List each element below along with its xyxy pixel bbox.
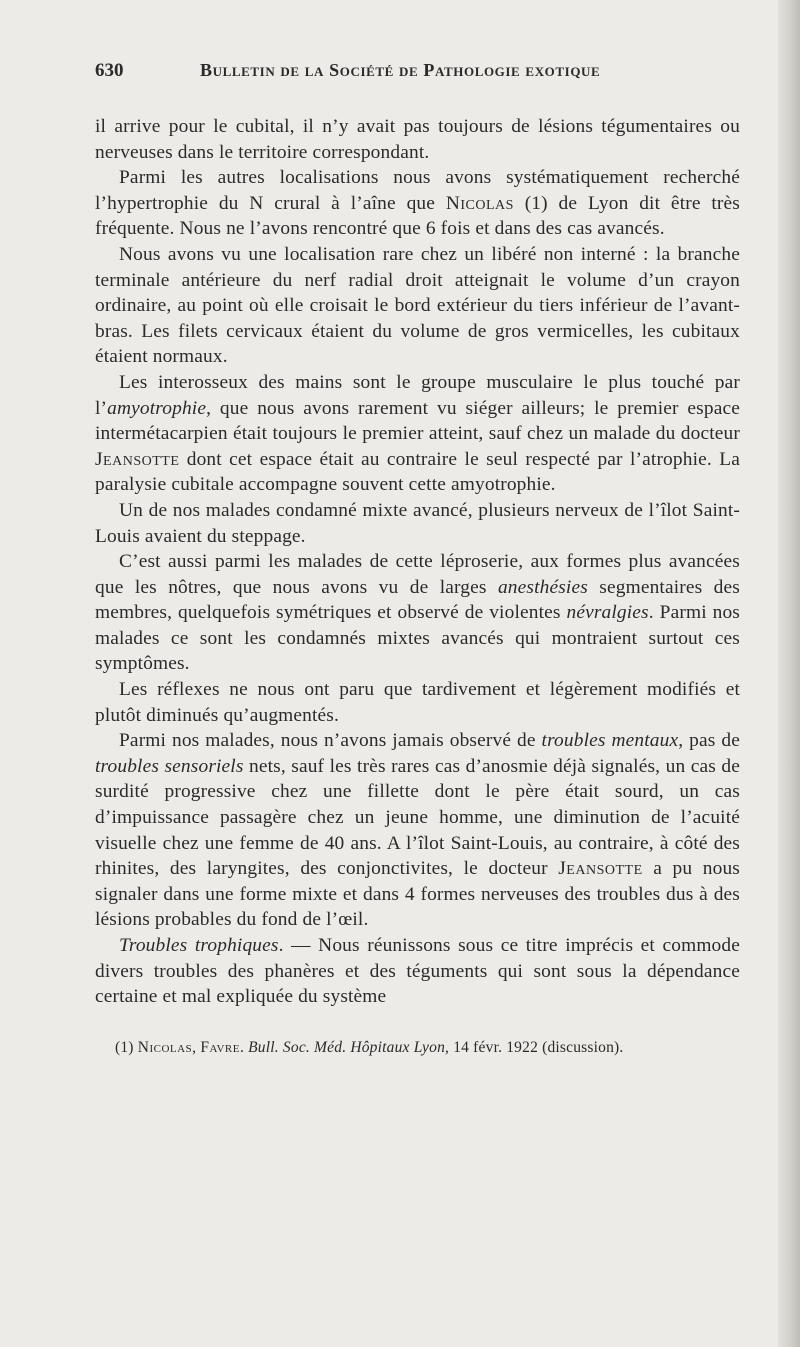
text-run: . — [239, 1038, 249, 1056]
paragraph — [95, 114, 740, 165]
author-name: Nicolas — [137, 1038, 193, 1056]
text-run: a pu nous signaler dans une forme mixte et dans 4 formes nerveuses des troubles dus à des lésions probables du fond de l’œil. — [95, 858, 740, 931]
author-name: Nicolas — [445, 192, 514, 214]
author-name: Jeansotte — [95, 448, 180, 470]
text-run: il arrive pour le cubital, il n’y avait pas toujours de lésions tégumentaires ou nerveuses dans le territoire correspondant. — [95, 116, 740, 163]
author-name: Favre — [200, 1038, 240, 1056]
page-number: 630 — [95, 60, 124, 81]
italic-text: névralgies — [566, 602, 649, 624]
paragraph — [95, 370, 740, 498]
text-run: segmentaires des membres, quelquefois symétriques et observé de violentes — [95, 576, 740, 624]
text-run: . Parmi nos malades ce sont les condamnés mixtes avancés qui montraient surtout ces symptômes. — [95, 602, 741, 675]
text-run: (1) de Lyon dit être très fréquente. Nous ne l’avons rencontré que 6 fois et dans des cas avancés. — [95, 192, 740, 240]
text-run: Un de nos malades condamné mixte avancé, plusieurs nerveux de l’îlot Saint-Louis avaient du steppage. — [95, 499, 740, 547]
text-run: , 14 févr. 1922 (discussion). — [445, 1038, 624, 1056]
paragraph — [95, 549, 740, 677]
book-page — [95, 60, 740, 1058]
text-run: nets, sauf les très rares cas d’anosmie déjà signalés, un cas de surdité progressive chez une fillette dont le père était sourd, un cas d’impuissance passagère chez un jeune homme, une diminution de l’acuité visuelle chez une femme de 40 ans. A l’îlot Saint-Louis, au contraire, à côté des rhinites, des laryngites, des conjonctivites, le docteur — [95, 755, 740, 880]
italic-text: Troubles trophiques — [119, 935, 279, 956]
text-run: C’est aussi parmi les malades de cette léproserie, aux formes plus avancées que les nôtres, que nous avons vu de larges — [95, 551, 740, 598]
scan-edge — [778, 0, 800, 1347]
italic-text: amyotrophie — [107, 397, 207, 419]
footnote — [95, 1038, 740, 1058]
running-head: Bulletin de la Société de Pathologie exotique — [200, 60, 601, 80]
author-name: Jeansotte — [558, 858, 643, 880]
text-run: . — Nous réunissons sous ce titre imprécis et commode divers troubles des phanères et des téguments qui sont sous la dépendance certaine et mal expliquée du système — [95, 935, 740, 1008]
text-run: , — [192, 1038, 201, 1056]
text-run: Parmi nos malades, nous n’avons jamais observé de — [119, 730, 542, 752]
paragraph — [95, 677, 740, 728]
paragraph — [95, 933, 740, 1010]
text-run: , que nous avons rarement vu siéger ailleurs; le premier espace intermétacarpien était toujours le premier atteint, sauf chez un malade du docteur — [95, 397, 740, 445]
italic-text: troubles sensoriels — [95, 755, 244, 777]
paragraph — [95, 242, 740, 370]
text-run: (1) — [115, 1038, 138, 1056]
text-run: Les interosseux des mains sont le groupe musculaire le plus touché par l’ — [95, 371, 740, 419]
text-run: Les réflexes ne nous ont paru que tardivement et légèrement modifiés et plutôt diminués qu’augmentés. — [95, 679, 740, 726]
italic-text: Bull. Soc. Méd. Hôpitaux Lyon — [248, 1038, 446, 1056]
page-header — [95, 60, 740, 90]
text-run: Parmi les autres localisations nous avons systématiquement recherché l’hypertrophie du N crural à l’aîne que — [95, 167, 740, 214]
text-run: Nous avons vu une localisation rare chez un libéré non interné : la branche terminale antérieure du nerf radial droit atteignait le volume d’un crayon ordinaire, au point où elle croisait le bord extérieur du tiers inférieur de l’avant-bras. Les filets cervicaux étaient du volume de gros vermicelles, les cubitaux étaient normaux. — [95, 243, 740, 368]
paragraph — [95, 165, 740, 242]
paragraph — [95, 498, 740, 549]
italic-text: troubles mentaux — [541, 730, 679, 752]
italic-text: anesthésies — [497, 576, 588, 598]
paragraph — [95, 728, 740, 933]
text-run: , pas de — [678, 730, 740, 752]
text-run: dont cet espace était au contraire le seul respecté par l’atrophie. La paralysie cubitale accompagne souvent cette amyotrophie. — [95, 448, 740, 496]
body-text — [95, 114, 740, 1010]
